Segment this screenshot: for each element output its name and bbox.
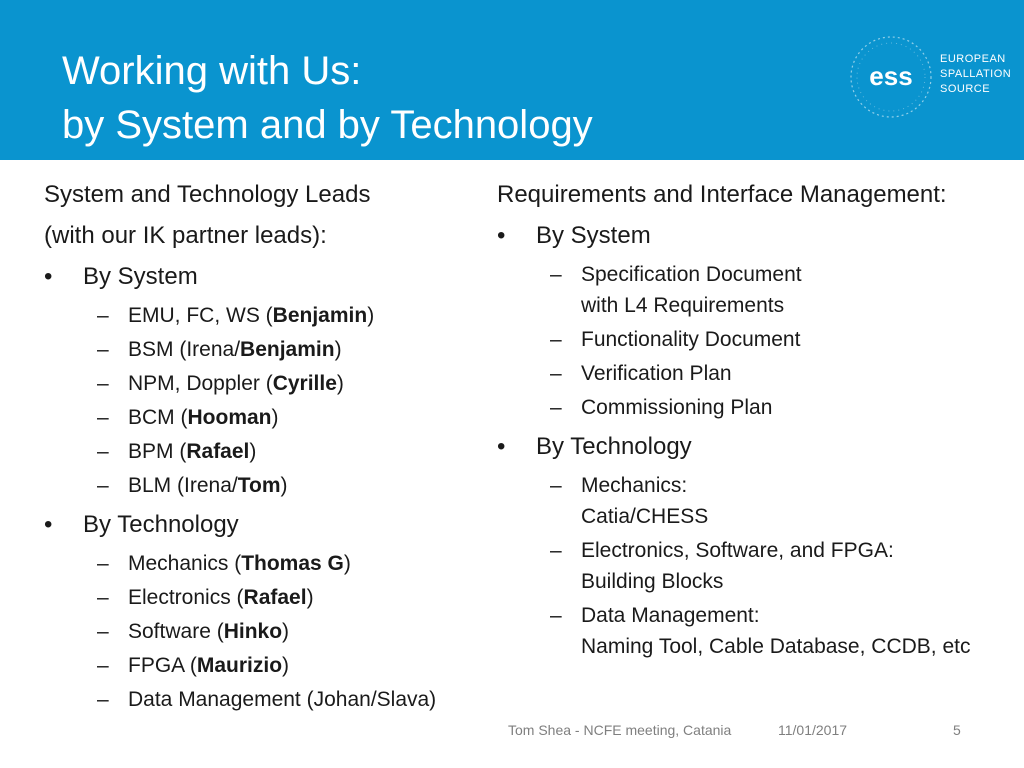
list-item	[44, 402, 484, 433]
lead-name: Rafael	[243, 586, 307, 609]
item-text: Functionality Document	[581, 328, 801, 351]
item-text: Electronics, Software, and FPGA:	[581, 539, 894, 562]
item-text: NPM, Doppler (	[128, 372, 273, 395]
lead-name: Thomas G	[241, 552, 344, 575]
item-text: Mechanics (	[128, 552, 242, 575]
item-text: )	[271, 406, 279, 429]
bullet-icon: •	[497, 222, 506, 249]
item-text: Electronics (	[128, 586, 244, 609]
list-item	[497, 324, 1017, 355]
right-column	[497, 174, 1017, 665]
logo-line: SOURCE	[940, 83, 991, 95]
dash-icon: –	[97, 552, 109, 575]
dash-icon: –	[97, 654, 109, 677]
dash-icon: –	[97, 474, 109, 497]
item-text: BLM (Irena/	[128, 474, 238, 497]
lead-name: Rafael	[186, 440, 250, 463]
item-text: Naming Tool, Cable Database, CCDB, etc	[581, 635, 971, 658]
bullet-label: By Technology	[83, 511, 239, 538]
dash-icon: –	[97, 688, 109, 711]
item-text: Catia/CHESS	[581, 505, 709, 528]
dash-icon: –	[97, 338, 109, 361]
item-text: Building Blocks	[581, 570, 724, 593]
title-line-2: by System and by Technology	[62, 103, 593, 147]
ess-logo	[846, 32, 1016, 122]
list-item	[44, 684, 484, 715]
footer-date: 11/01/2017	[778, 722, 848, 738]
lead-name: Benjamin	[240, 338, 335, 361]
dash-icon: –	[97, 586, 109, 609]
dash-icon: –	[550, 604, 562, 627]
right-heading: Requirements and Interface Management:	[497, 181, 947, 208]
item-text: )	[367, 304, 375, 327]
footer-page-number: 5	[953, 722, 961, 738]
lead-name: Maurizio	[196, 654, 283, 677]
bullet-by-technology	[44, 504, 484, 545]
item-text: BCM (	[128, 406, 188, 429]
item-text: )	[249, 440, 257, 463]
bullet-by-system	[497, 215, 1017, 256]
bullet-label: By System	[536, 222, 651, 249]
left-heading-1: System and Technology Leads	[44, 181, 371, 208]
lead-name: Benjamin	[272, 304, 368, 327]
bullet-by-technology	[497, 426, 1017, 467]
item-text: FPGA (	[128, 654, 197, 677]
list-item	[44, 650, 484, 681]
list-item	[44, 300, 484, 331]
header-banner	[0, 0, 1024, 160]
list-item	[44, 616, 484, 647]
logo-wordmark: ess	[869, 61, 913, 91]
item-text: )	[282, 620, 290, 643]
dash-icon: –	[550, 474, 562, 497]
item-text: )	[343, 552, 351, 575]
item-text: )	[282, 654, 290, 677]
bullet-by-system	[44, 256, 484, 297]
item-text: )	[336, 372, 344, 395]
footer-presenter: Tom Shea - NCFE meeting, Catania	[508, 722, 732, 738]
item-text: )	[280, 474, 288, 497]
item-text: Mechanics:	[581, 474, 688, 497]
list-item	[497, 358, 1017, 389]
item-text: Commissioning Plan	[581, 396, 773, 419]
bullet-icon: •	[497, 433, 506, 460]
list-item	[44, 436, 484, 467]
item-text: with L4 Requirements	[581, 294, 785, 317]
bullet-icon: •	[44, 263, 53, 290]
item-text: Data Management:	[581, 604, 760, 627]
item-text: BPM (	[128, 440, 187, 463]
list-item	[497, 259, 1017, 321]
dash-icon: –	[550, 328, 562, 351]
dash-icon: –	[550, 396, 562, 419]
list-item	[44, 470, 484, 501]
dash-icon: –	[97, 304, 109, 327]
lead-name: Cyrille	[272, 372, 337, 395]
bullet-label: By Technology	[536, 433, 692, 460]
dash-icon: –	[97, 372, 109, 395]
title-line-1: Working with Us:	[62, 49, 362, 93]
dash-icon: –	[550, 539, 562, 562]
list-item	[44, 548, 484, 579]
ess-logo-icon	[846, 32, 936, 122]
item-text: EMU, FC, WS (	[128, 304, 273, 327]
list-item	[497, 535, 1017, 597]
item-text: Specification Document	[581, 263, 802, 286]
lead-name: Hinko	[223, 620, 283, 643]
bullet-label: By System	[83, 263, 198, 290]
left-heading-2: (with our IK partner leads):	[44, 222, 327, 249]
lead-name: Tom	[237, 474, 281, 497]
list-item	[497, 470, 1017, 532]
list-item	[497, 392, 1017, 423]
item-text: Verification Plan	[581, 362, 732, 385]
page-title	[62, 44, 593, 152]
logo-line: EUROPEAN	[940, 53, 1006, 65]
logo-line: SPALLATION	[940, 68, 1012, 80]
list-item	[44, 368, 484, 399]
dash-icon: –	[550, 362, 562, 385]
dash-icon: –	[97, 440, 109, 463]
item-text: Data Management (Johan/Slava)	[128, 688, 437, 711]
item-text: Software (	[128, 620, 224, 643]
dash-icon: –	[97, 620, 109, 643]
logo-caption	[940, 52, 1011, 97]
bullet-icon: •	[44, 511, 53, 538]
dash-icon: –	[550, 263, 562, 286]
item-text: )	[306, 586, 314, 609]
item-text: )	[334, 338, 342, 361]
lead-name: Hooman	[187, 406, 272, 429]
item-text: BSM (Irena/	[128, 338, 241, 361]
left-column	[44, 174, 484, 718]
dash-icon: –	[97, 406, 109, 429]
list-item	[497, 600, 1017, 662]
list-item	[44, 582, 484, 613]
list-item	[44, 334, 484, 365]
